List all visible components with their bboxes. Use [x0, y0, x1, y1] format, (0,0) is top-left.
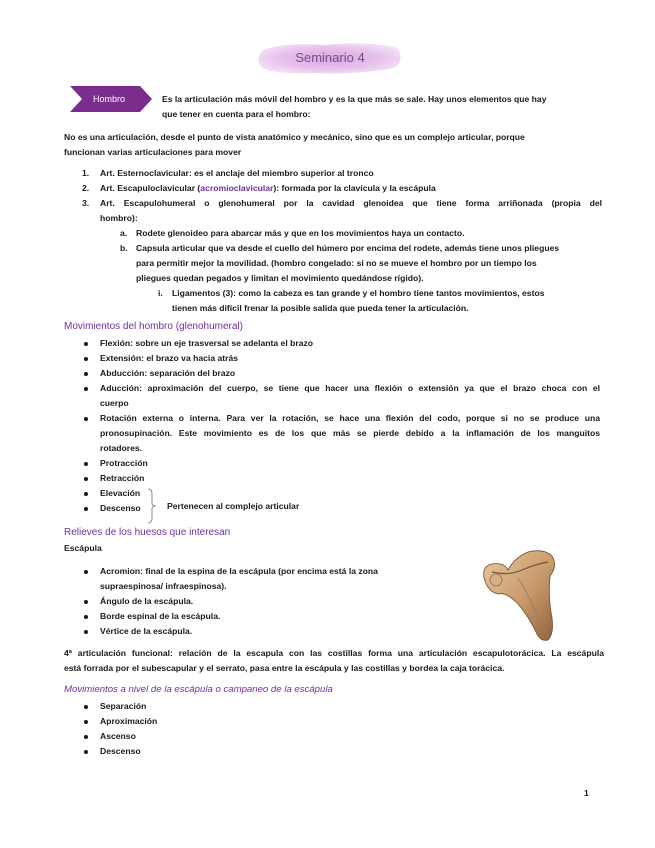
list-item-text: Protracción	[100, 458, 148, 468]
list-item-text: pliegues quedan pegados y limitan el movimiento quedándose rígido).	[136, 273, 424, 283]
section-heading-scapula-movements: Movimientos a nivel de la escápula o campaneo de la escápula	[64, 684, 333, 695]
intro-line: Es la articulación más móvil del hombro y es la que más se sale. Hay unos elementos que hay	[162, 94, 547, 104]
bullet-icon	[84, 615, 88, 619]
list-marker: i.	[158, 288, 163, 298]
list-item	[100, 714, 400, 729]
paragraph-line: No es una articulación, desde el punto de vista anatómico y mecánico, sino que es un complejo articular, porque	[64, 132, 525, 142]
list-item-text: Ángulo de la escápula.	[100, 596, 194, 606]
list-item-text: Acromion: final de la espina de la escápula (por encima está la zona	[100, 566, 378, 576]
section-heading-movements: Movimientos del hombro (glenohumeral)	[64, 321, 243, 332]
scapula-heading: Escápula	[64, 543, 102, 553]
list-item	[100, 366, 600, 381]
paragraph-complex	[64, 130, 604, 160]
list-item-text: Ascenso	[100, 731, 136, 741]
list-item	[100, 624, 430, 639]
list-item-text: Capsula articular que va desde el cuello del húmero por encima del rodete, además tiene unos pliegues	[136, 243, 560, 253]
list-item-text: Abducción: separación del brazo	[100, 368, 236, 378]
bracket-note: Pertenecen al complejo articular	[167, 501, 300, 511]
list-item-text: Vértice de la escápula.	[100, 626, 193, 636]
list-item	[100, 609, 430, 624]
list-item-text: Descenso	[100, 746, 141, 756]
bullet-icon	[84, 477, 88, 481]
list-item-text: Ligamentos (3): como la cabeza es tan grande y el hombro tiene tantos movimientos, estos	[172, 288, 545, 298]
list-item	[100, 486, 600, 501]
tag-label: Hombro	[92, 94, 125, 104]
list-item-text: supraespinosa/ infraespinosa).	[100, 581, 227, 591]
bullet-icon	[84, 570, 88, 574]
list-item-text: rotadores.	[100, 443, 143, 453]
list-item-text: Borde espinal de la escápula.	[100, 611, 221, 621]
paragraph-scapulothoracic	[64, 646, 604, 676]
list-item-text: Art. Escapulohumeral o glenohumeral por la cavidad glenoidea que tiene forma arriñonada (propia del	[100, 198, 602, 208]
bullet-icon	[84, 462, 88, 466]
page-number: 1	[584, 788, 589, 798]
page-title: Seminario 4	[295, 50, 365, 65]
movements-list	[100, 336, 600, 516]
list-item	[82, 181, 602, 196]
list-item-text	[100, 181, 602, 196]
bullet-icon	[84, 372, 88, 376]
list-item-text: Aducción: aproximación del cuerpo, se tiene que hacer una flexión o extensión ya que el brazo choca con el	[100, 383, 600, 393]
list-item	[100, 699, 400, 714]
bullet-icon	[84, 492, 88, 496]
curly-bracket-icon	[146, 488, 160, 524]
sub-sub-list-item	[158, 286, 612, 316]
articulation-list	[82, 166, 602, 226]
bullet-icon	[84, 630, 88, 634]
list-marker: a.	[120, 228, 128, 238]
bullet-icon	[84, 417, 88, 421]
bullet-icon	[84, 357, 88, 361]
list-item	[100, 456, 600, 471]
list-item	[82, 166, 602, 181]
intro-line: que tener en cuenta para el hombro:	[162, 109, 311, 119]
bullet-icon	[84, 750, 88, 754]
bullet-icon	[84, 342, 88, 346]
bullet-icon	[84, 720, 88, 724]
list-item	[100, 744, 400, 759]
list-item	[100, 471, 600, 486]
list-item-text: Aproximación	[100, 716, 158, 726]
list-item	[82, 196, 602, 226]
bullet-icon	[84, 600, 88, 604]
title-banner	[255, 40, 405, 76]
sub-list-item	[120, 226, 600, 241]
scapula-movements-list	[100, 699, 400, 759]
list-item-text: para permitir mejor la movilidad. (hombro congelado: si no se mueve el hombro por un tiempo los	[136, 258, 537, 268]
list-marker: 3.	[82, 198, 90, 208]
section-heading-reliefs: Relieves de los huesos que interesan	[64, 527, 231, 538]
list-item	[100, 336, 600, 351]
list-item-text: Rotación externa o interna. Para ver la rotación, se hace una flexión del codo, porque si no se produce una	[100, 413, 600, 423]
bullet-icon	[84, 705, 88, 709]
reliefs-list	[100, 564, 430, 639]
bullet-icon	[84, 507, 88, 511]
paragraph-line: funcionan varias articulaciones para mover	[64, 147, 242, 157]
list-item-text: Separación	[100, 701, 147, 711]
topic-tag	[70, 86, 152, 112]
list-item-text: hombro):	[100, 213, 138, 223]
list-item	[100, 729, 400, 744]
paragraph-line: está forrada por el subescapular y el serrato, pasa entre la escápula y las costillas y bordea la caja torácica.	[64, 663, 505, 673]
list-item-text: Elevación	[100, 488, 141, 498]
list-item-text: Extensión: el brazo va hacia atrás	[100, 353, 239, 363]
highlight-term: acromioclavicular	[200, 183, 274, 193]
list-item-text: Descenso	[100, 503, 141, 513]
text-suffix: ): formada por la clavícula y la escápula	[273, 183, 436, 193]
list-item-text: pronosupinación. Este movimiento es de los que más se pierde debido a la inflamación de los manguitos	[100, 428, 600, 438]
list-marker: 2.	[82, 183, 90, 193]
list-item-text: Flexión: sobre un eje trasversal se adelanta el brazo	[100, 338, 314, 348]
list-item	[100, 594, 430, 609]
list-marker: 1.	[82, 168, 90, 178]
bullet-icon	[84, 387, 88, 391]
list-item-text: Rodete glenoideo para abarcar más y que en los movimientos haya un contacto.	[136, 228, 465, 238]
list-item-text: Art. Esternoclavicular: es el anclaje del miembro superior al tronco	[100, 168, 374, 178]
list-item	[100, 411, 600, 456]
paragraph-line: 4ª articulación funcional: relación de la escapula con las costillas forma una articulación escapulotorácica. La escápula	[64, 648, 604, 658]
intro-text	[162, 92, 602, 122]
sub-list	[120, 226, 600, 286]
list-item	[100, 351, 600, 366]
bullet-icon	[84, 735, 88, 739]
list-item	[100, 381, 600, 411]
list-item-text: tienen más difícil frenar la posible salida que pueda tener la articulación.	[172, 303, 469, 313]
list-item-text: Retracción	[100, 473, 145, 483]
scapula-illustration	[478, 548, 562, 642]
list-marker: b.	[120, 243, 128, 253]
list-item	[100, 564, 430, 594]
text-prefix: Art. Escapuloclavicular (	[100, 183, 201, 193]
sub-list-item	[120, 241, 600, 286]
list-item-text: cuerpo	[100, 398, 129, 408]
